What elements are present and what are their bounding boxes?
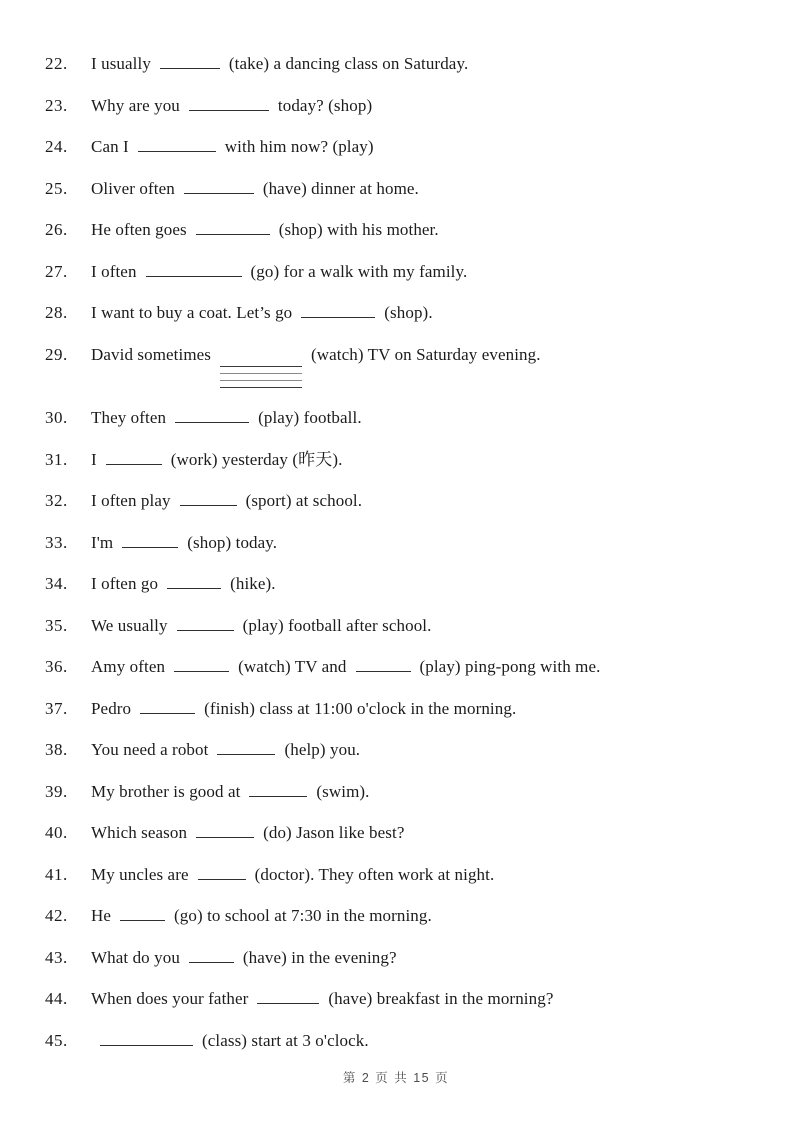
item-text: David sometimes xyxy=(91,344,212,364)
item-number: 35. xyxy=(45,615,68,635)
item-number: 38. xyxy=(45,740,68,759)
exercise-item xyxy=(45,448,762,471)
item-number: 45. xyxy=(45,1030,68,1050)
item-text: (play) ping-pong with me. xyxy=(419,657,601,676)
fill-in-blank xyxy=(356,658,411,672)
item-text: We usually xyxy=(91,615,168,635)
item-text: (have) dinner at home. xyxy=(262,178,419,198)
fill-in-blank xyxy=(106,451,162,465)
item-text: They often xyxy=(91,408,167,427)
item-text: My uncles are xyxy=(91,864,189,884)
item-text: What do you xyxy=(91,947,180,967)
item-text: Can I xyxy=(91,137,129,156)
exercise-item xyxy=(45,94,762,117)
item-text: (do) Jason like best? xyxy=(263,823,405,842)
exercise-item xyxy=(45,135,762,158)
item-text: (hike). xyxy=(230,574,276,593)
item-number: 32. xyxy=(45,491,68,510)
blank-line xyxy=(220,366,302,367)
fill-in-blank xyxy=(140,700,195,714)
fill-in-blank xyxy=(167,575,221,589)
fill-in-blank xyxy=(177,617,234,631)
item-text: I want to buy a coat. Let’s go xyxy=(91,303,293,322)
blank-line xyxy=(220,373,302,374)
item-text: today? (shop) xyxy=(277,95,373,115)
exercise-item xyxy=(45,301,762,324)
item-text: (go) for a walk with my family. xyxy=(250,261,468,281)
fill-in-blank xyxy=(174,658,229,672)
item-text: Pedro xyxy=(91,698,132,718)
item-text: I often xyxy=(91,261,137,281)
item-text: (help) you. xyxy=(284,740,361,759)
fill-in-blank-multiline xyxy=(220,366,302,388)
item-text: I often go xyxy=(91,574,159,593)
item-text: (go) to school at 7:30 in the morning. xyxy=(174,906,432,925)
blank-line xyxy=(220,387,302,388)
item-number: 31. xyxy=(45,449,68,469)
fill-in-blank xyxy=(189,949,234,963)
item-number: 25. xyxy=(45,178,68,198)
blank-line xyxy=(220,380,302,381)
item-number: 44. xyxy=(45,989,68,1008)
item-text: Oliver often xyxy=(91,178,175,198)
item-number: 23. xyxy=(45,95,68,115)
item-text: (watch) TV on Saturday evening. xyxy=(311,344,541,364)
item-text: Which season xyxy=(91,823,188,842)
fill-in-blank xyxy=(217,741,275,755)
page-number-text: 第 2 页 共 15 页 xyxy=(342,1071,450,1085)
exercise-item xyxy=(45,655,762,678)
item-number: 26. xyxy=(45,220,68,239)
item-number: 29. xyxy=(45,344,68,364)
exercise-item xyxy=(45,531,762,554)
item-number: 39. xyxy=(45,781,68,801)
item-text: Amy often xyxy=(91,657,166,676)
item-text: I often play xyxy=(91,491,171,510)
fill-in-blank xyxy=(180,492,237,506)
fill-in-blank xyxy=(138,138,216,152)
item-text: (doctor). They often work at night. xyxy=(254,864,495,884)
exercise-item xyxy=(45,218,762,241)
item-text: I'm xyxy=(91,532,114,552)
page-footer xyxy=(0,1068,792,1086)
item-text: I xyxy=(91,449,97,469)
item-text: I usually xyxy=(91,54,151,73)
item-text: (take) a dancing class on Saturday. xyxy=(228,54,469,73)
exercise-item xyxy=(45,52,762,75)
item-text: (play) football after school. xyxy=(242,615,432,635)
item-number: 22. xyxy=(45,54,68,73)
fill-in-blank xyxy=(257,990,319,1004)
fill-in-blank xyxy=(122,534,178,548)
exercise-item xyxy=(45,406,762,429)
item-text: Why are you xyxy=(91,95,180,115)
fill-in-blank xyxy=(198,866,246,880)
fill-in-blank xyxy=(120,907,165,921)
exercise-item xyxy=(45,260,762,283)
item-number: 27. xyxy=(45,261,68,281)
item-text: (shop) today. xyxy=(187,532,278,552)
fill-in-blank xyxy=(160,55,220,69)
item-number: 36. xyxy=(45,657,68,676)
exercise-item xyxy=(45,946,762,969)
fill-in-blank xyxy=(184,180,254,194)
exercise-item xyxy=(45,780,762,803)
item-number: 33. xyxy=(45,532,68,552)
exercise-item xyxy=(45,489,762,512)
item-number: 30. xyxy=(45,408,68,427)
fill-in-blank xyxy=(196,824,254,838)
exercise-item xyxy=(45,614,762,637)
item-text: You need a robot xyxy=(91,740,209,759)
item-number: 43. xyxy=(45,947,68,967)
item-text: (have) breakfast in the morning? xyxy=(328,989,554,1008)
item-number: 40. xyxy=(45,823,68,842)
fill-in-blank xyxy=(196,221,270,235)
exercise-item xyxy=(45,177,762,200)
fill-in-blank xyxy=(249,783,307,797)
item-text: He xyxy=(91,906,112,925)
item-text: (class) start at 3 o'clock. xyxy=(202,1030,369,1050)
item-text: (play) football. xyxy=(258,408,362,427)
item-text: He often goes xyxy=(91,220,187,239)
exercise-item xyxy=(45,904,762,927)
exercise-item xyxy=(45,821,762,844)
item-number: 37. xyxy=(45,698,68,718)
item-number: 24. xyxy=(45,137,68,156)
exercise-item xyxy=(45,572,762,595)
item-number: 41. xyxy=(45,864,68,884)
fill-in-blank xyxy=(189,97,269,111)
item-text: My brother is good at xyxy=(91,781,241,801)
item-text: (watch) TV and xyxy=(238,657,347,676)
item-text: (finish) class at 11:00 o'clock in the morning. xyxy=(204,698,517,718)
item-text: with him now? (play) xyxy=(224,137,374,156)
item-text: (shop) with his mother. xyxy=(278,220,439,239)
item-number: 42. xyxy=(45,906,68,925)
item-text: (sport) at school. xyxy=(245,491,363,510)
item-number: 28. xyxy=(45,303,68,322)
item-text: (have) in the evening? xyxy=(242,947,397,967)
item-text: (work) yesterday (昨天). xyxy=(170,449,343,469)
exercise-item xyxy=(45,1029,762,1052)
fill-in-blank xyxy=(175,409,249,423)
item-text: (shop). xyxy=(384,303,433,322)
fill-in-blank xyxy=(100,1032,193,1046)
fill-in-blank xyxy=(146,263,242,277)
exercise-item xyxy=(45,697,762,720)
item-text: When does your father xyxy=(91,989,249,1008)
exercise-item xyxy=(45,863,762,886)
fill-in-blank xyxy=(301,304,375,318)
exercise-item xyxy=(45,987,762,1010)
item-number: 34. xyxy=(45,574,68,593)
exercise-item xyxy=(45,738,762,761)
exercise-item xyxy=(45,343,762,388)
item-text: (swim). xyxy=(316,781,370,801)
